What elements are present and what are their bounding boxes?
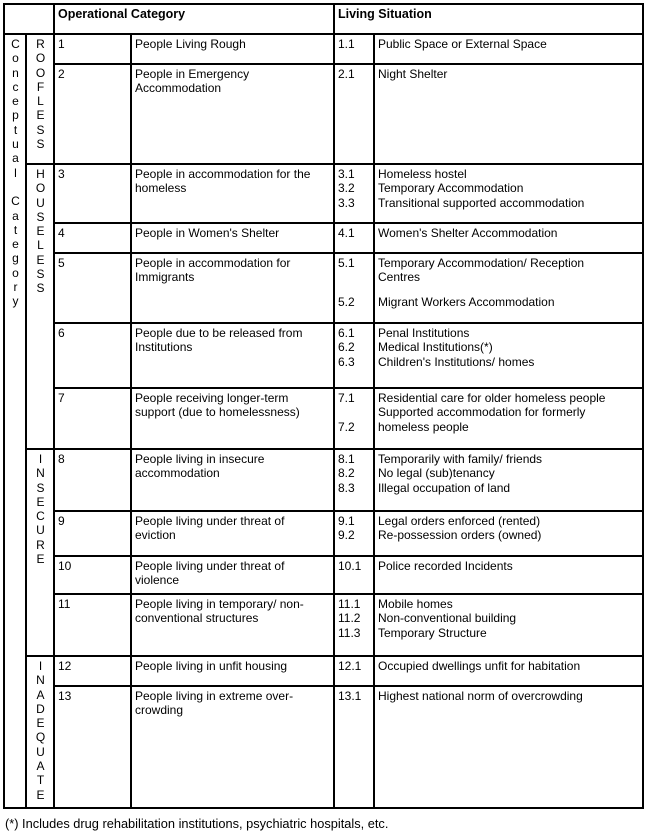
operational-text: [131, 323, 334, 388]
living-situation-texts: [374, 64, 643, 164]
group-letter: R: [36, 37, 45, 51]
table-row: [4, 656, 643, 686]
living-situation-number: 8.3: [338, 480, 355, 495]
living-situation-text: Illegal occupation of land: [378, 480, 511, 495]
group-letter: N: [36, 466, 45, 481]
header-empty-cell: [4, 4, 54, 34]
operational-number: 12: [54, 656, 131, 686]
operational-text-line: violence: [135, 573, 180, 588]
living-situation-text: No legal (sub)tenancy: [378, 466, 495, 481]
conceptual-letter: y: [12, 294, 19, 309]
living-situation-numbers: [334, 64, 374, 164]
living-situation-text: Legal orders enforced (rented): [378, 514, 541, 528]
living-situation-text: Supported accommodation for formerly: [378, 405, 586, 420]
living-situation-text: Temporarily with family/ friends: [378, 452, 543, 466]
table-row: [4, 511, 643, 556]
living-situation-texts: [374, 223, 643, 253]
operational-text: [131, 388, 334, 449]
group-letter: I: [38, 659, 43, 673]
living-situation-number: 9.2: [338, 528, 355, 543]
group-letter: S: [36, 209, 45, 224]
living-situation-numbers: [334, 449, 374, 511]
living-situation-number: 3.2: [338, 181, 355, 196]
conceptual-letter: c: [12, 79, 19, 94]
group-letter: E: [36, 716, 45, 731]
living-situation-text: Temporary Structure: [378, 625, 487, 640]
table-row: [4, 686, 643, 808]
conceptual-letter: a: [12, 208, 19, 223]
operational-number: 7: [54, 388, 131, 449]
living-situation-texts: [374, 323, 643, 388]
operational-text: [131, 253, 334, 323]
living-situation-number: 11.3: [338, 625, 361, 640]
table-row: [4, 594, 643, 656]
group-letter: L: [37, 94, 44, 109]
operational-text-line: Accommodation: [135, 81, 222, 96]
group-letter: S: [36, 137, 45, 152]
operational-number: 11: [54, 594, 131, 656]
group-letter: S: [36, 281, 45, 296]
living-situation-text: Temporary Accommodation: [378, 181, 524, 196]
conceptual-letter: t: [13, 122, 18, 137]
group-letter: L: [37, 238, 44, 253]
table-row: [4, 449, 643, 511]
table-row: [4, 253, 643, 323]
group-letter: U: [36, 523, 45, 538]
conceptual-category-cell: [4, 34, 26, 808]
group-letter: D: [36, 701, 45, 716]
operational-text-line: People in Emergency: [135, 67, 250, 81]
operational-number: 3: [54, 164, 131, 223]
conceptual-letter: r: [13, 280, 18, 295]
group-letter: C: [36, 509, 45, 524]
group-letter: E: [36, 224, 45, 239]
group-letter: O: [35, 181, 46, 196]
living-situation-texts: [374, 594, 643, 656]
operational-text-line: conventional structures: [135, 611, 259, 626]
group-letter: S: [36, 122, 45, 137]
group-letter: T: [36, 773, 45, 788]
operational-text: [131, 594, 334, 656]
living-situation-numbers: [334, 323, 374, 388]
conceptual-letter: o: [12, 51, 19, 66]
operational-text-line: crowding: [135, 703, 184, 718]
operational-text-line: support (due to homelessness): [135, 405, 300, 420]
living-situation-number: [338, 270, 371, 284]
group-letter: U: [36, 744, 45, 759]
living-situation-text: Children's Institutions/ homes: [378, 354, 535, 369]
operational-text-line: People in accommodation for: [135, 256, 291, 270]
conceptual-letter: u: [12, 137, 19, 152]
living-situation-texts: [374, 556, 643, 594]
group-letter: E: [36, 787, 45, 802]
conceptual-letter: l: [14, 165, 17, 180]
group-letter: S: [36, 480, 45, 495]
operational-number: 2: [54, 64, 131, 164]
living-situation-number: [338, 405, 371, 419]
living-situation-text: homeless people: [378, 419, 469, 434]
living-situation-numbers: [334, 223, 374, 253]
group-letter: E: [36, 108, 45, 123]
living-situation-number: 8.1: [338, 452, 355, 466]
operational-text: [131, 686, 334, 808]
living-situation-text: Residential care for older homeless people: [378, 391, 606, 405]
word-spacer: [8, 180, 23, 194]
living-situation-number: 7.1: [338, 391, 355, 405]
living-situation-numbers: [334, 34, 374, 64]
living-situation-number: 1.1: [338, 37, 355, 51]
operational-text: [131, 449, 334, 511]
header-operational-category: Operational Category: [54, 4, 334, 34]
group-letter: H: [36, 167, 45, 181]
table-row: [4, 388, 643, 449]
living-situation-number: 2.1: [338, 67, 355, 81]
living-situation-text: Women's Shelter Accommodation: [378, 226, 558, 240]
operational-text-line: homeless: [135, 181, 187, 196]
table-row: [4, 164, 643, 223]
living-situation-numbers: [334, 164, 374, 223]
living-situation-text: Temporary Accommodation/ Reception: [378, 256, 585, 270]
living-situation-number: 6.3: [338, 354, 355, 369]
conceptual-letter: C: [11, 37, 20, 51]
ethos-typology-table: [3, 3, 644, 809]
operational-text-line: People due to be released from: [135, 326, 303, 340]
table-row: [4, 323, 643, 388]
header-row: [4, 4, 643, 34]
conceptual-letter: p: [12, 108, 19, 123]
group-letter: E: [36, 252, 45, 267]
operational-text-line: People living in extreme over-: [135, 689, 294, 703]
operational-text-line: accommodation: [135, 466, 220, 481]
living-situation-texts: [374, 388, 643, 449]
operational-text-line: People living under threat of: [135, 514, 285, 528]
living-situation-text: Highest national norm of overcrowding: [378, 689, 583, 703]
operational-text-line: People living in insecure: [135, 452, 265, 466]
operational-number: 4: [54, 223, 131, 253]
living-situation-text: Non-conventional building: [378, 611, 517, 626]
footnote: (*) Includes drug rehabilitation institutions, psychiatric hospitals, etc.: [5, 816, 389, 831]
living-situation-text: Migrant Workers Accommodation: [378, 294, 555, 309]
operational-text: [131, 164, 334, 223]
conceptual-group-cell: [26, 449, 54, 656]
living-situation-number: 5.2: [338, 294, 355, 309]
operational-number: 1: [54, 34, 131, 64]
conceptual-group-cell: [26, 656, 54, 808]
living-situation-numbers: [334, 594, 374, 656]
living-situation-number: 6.1: [338, 326, 355, 340]
group-letter: Q: [35, 730, 46, 745]
table-row: [4, 34, 643, 64]
living-situation-text: Public Space or External Space: [378, 37, 547, 51]
conceptual-letter: t: [13, 222, 18, 237]
living-situation-texts: [374, 164, 643, 223]
living-situation-number: 8.2: [338, 466, 355, 481]
living-situation-number: 10.1: [338, 559, 362, 573]
group-letter: R: [36, 537, 45, 552]
table-row: [4, 64, 643, 164]
conceptual-letter: n: [12, 65, 19, 80]
operational-number: 5: [54, 253, 131, 323]
living-situation-number: 4.1: [338, 226, 355, 240]
operational-number: 6: [54, 323, 131, 388]
living-situation-number: 13.1: [338, 689, 362, 703]
living-situation-number: 7.2: [338, 419, 355, 434]
conceptual-letter: o: [12, 265, 19, 280]
operational-number: 13: [54, 686, 131, 808]
operational-text-line: Immigrants: [135, 270, 195, 285]
living-situation-number: 5.1: [338, 256, 355, 270]
group-letter: A: [36, 759, 45, 774]
living-situation-text: Occupied dwellings unfit for habitation: [378, 659, 581, 673]
operational-text: [131, 511, 334, 556]
group-letter: E: [36, 552, 45, 567]
group-letter: A: [36, 687, 45, 702]
header-living-situation: Living Situation: [334, 4, 643, 34]
conceptual-group-cell: [26, 34, 54, 164]
living-situation-number: 11.2: [338, 611, 361, 626]
living-situation-text: Homeless hostel: [378, 167, 467, 181]
living-situation-text: Penal Institutions: [378, 326, 470, 340]
group-letter: I: [38, 452, 43, 466]
operational-text-line: People living under threat of: [135, 559, 285, 573]
group-letter: E: [36, 494, 45, 509]
living-situation-texts: [374, 511, 643, 556]
group-letter: O: [35, 51, 46, 66]
living-situation-text: Re-possession orders (owned): [378, 528, 542, 543]
living-situation-texts: [374, 449, 643, 511]
living-situation-text: Mobile homes: [378, 597, 453, 611]
operational-number: 10: [54, 556, 131, 594]
conceptual-letter: e: [12, 237, 19, 252]
living-situation-number: 11.1: [338, 597, 361, 611]
operational-text-line: People living in unfit housing: [135, 659, 288, 673]
living-situation-text: Police recorded Incidents: [378, 559, 513, 573]
living-situation-texts: [374, 686, 643, 808]
operational-text-line: People in Women's Shelter: [135, 226, 280, 240]
operational-text-line: People Living Rough: [135, 37, 246, 51]
living-situation-number: 9.1: [338, 514, 355, 528]
living-situation-number: 3.1: [338, 167, 355, 181]
living-situation-numbers: [334, 556, 374, 594]
group-letter: N: [36, 673, 45, 688]
living-situation-number: 3.3: [338, 195, 355, 210]
living-situation-numbers: [334, 511, 374, 556]
living-situation-text: Centres: [378, 270, 421, 285]
operational-number: 8: [54, 449, 131, 511]
group-letter: U: [36, 195, 45, 210]
living-situation-text: Transitional supported accommodation: [378, 195, 585, 210]
living-situation-number: 6.2: [338, 340, 355, 355]
living-situation-number: 12.1: [338, 659, 362, 673]
table-row: [4, 556, 643, 594]
living-situation-numbers: [334, 656, 374, 686]
living-situation-text: Night Shelter: [378, 67, 448, 81]
operational-text: [131, 656, 334, 686]
living-situation-numbers: [334, 253, 374, 323]
living-situation-texts: [374, 34, 643, 64]
living-situation-texts: [374, 656, 643, 686]
conceptual-letter: g: [12, 251, 19, 266]
operational-text-line: People receiving longer-term: [135, 391, 289, 405]
group-letter: F: [36, 79, 45, 94]
operational-text-line: People in accommodation for the: [135, 167, 311, 181]
living-situation-numbers: [334, 388, 374, 449]
conceptual-letter: a: [12, 151, 19, 166]
operational-text-line: People living in temporary/ non-: [135, 597, 304, 611]
operational-number: 9: [54, 511, 131, 556]
group-letter: S: [36, 267, 45, 282]
conceptual-group-cell: [26, 164, 54, 449]
conceptual-letter: e: [12, 94, 19, 109]
table-body: [4, 34, 643, 808]
operational-text: [131, 556, 334, 594]
living-situation-texts: [374, 253, 643, 323]
group-letter: O: [35, 65, 46, 80]
operational-text: [131, 64, 334, 164]
operational-text-line: Institutions: [135, 340, 193, 355]
table-row: [4, 223, 643, 253]
operational-text: [131, 223, 334, 253]
conceptual-letter: C: [11, 194, 20, 209]
operational-text: [131, 34, 334, 64]
operational-text-line: eviction: [135, 528, 176, 543]
living-situation-text: Medical Institutions(*): [378, 340, 493, 355]
living-situation-numbers: [334, 686, 374, 808]
